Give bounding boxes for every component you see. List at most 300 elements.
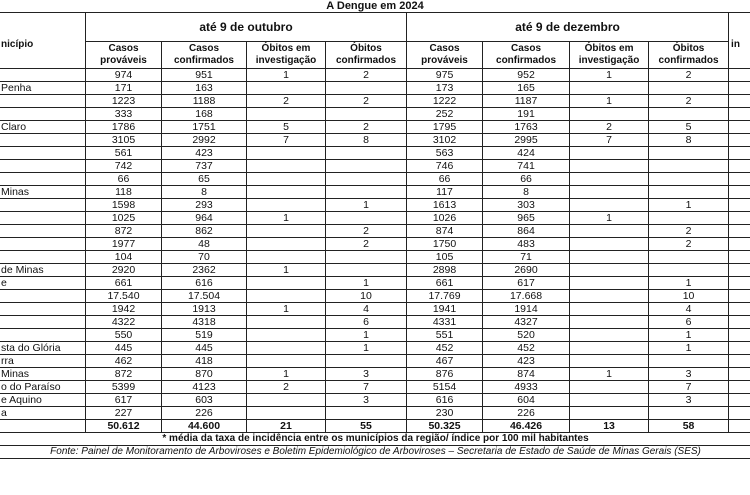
value-cell: 1025 — [86, 212, 162, 225]
value-cell: 8 — [162, 186, 247, 199]
value-cell: 17.504 — [162, 290, 247, 303]
value-cell: 117 — [407, 186, 483, 199]
value-cell: 3 — [649, 394, 729, 407]
table-row — [0, 394, 750, 407]
table-row — [0, 264, 750, 277]
table-row — [0, 108, 750, 121]
value-cell: 965 — [483, 212, 570, 225]
value-cell: 333 — [86, 108, 162, 121]
extra-cell — [729, 290, 750, 303]
value-cell: 5399 — [86, 381, 162, 394]
total-value-cell: 21 — [247, 420, 326, 433]
extra-cell — [729, 225, 750, 238]
value-cell: 66 — [86, 173, 162, 186]
extra-cell — [729, 121, 750, 134]
value-cell: 1223 — [86, 95, 162, 108]
municipio-cell — [0, 212, 86, 225]
table-row — [0, 186, 750, 199]
column-header: Óbitos em investigação — [247, 42, 326, 69]
value-cell: 1914 — [483, 303, 570, 316]
value-cell — [247, 160, 326, 173]
total-value-cell: 13 — [570, 420, 649, 433]
value-cell: 864 — [483, 225, 570, 238]
table-row — [0, 342, 750, 355]
table-row — [0, 212, 750, 225]
value-cell: 876 — [407, 368, 483, 381]
value-cell: 1026 — [407, 212, 483, 225]
value-cell: 1 — [326, 199, 407, 212]
table-row — [0, 355, 750, 368]
value-cell: 874 — [407, 225, 483, 238]
table-row — [0, 147, 750, 160]
footnote: * média da taxa de incidência entre os municípios da região/ índice por 100 mil habitantes — [0, 433, 750, 446]
extra-cell — [729, 173, 750, 186]
municipio-cell — [0, 199, 86, 212]
group-header-dezembro: até 9 de dezembro — [407, 13, 729, 42]
table-row — [0, 173, 750, 186]
value-cell — [570, 277, 649, 290]
municipio-cell — [0, 69, 86, 82]
value-cell: 7 — [570, 134, 649, 147]
value-cell: 4 — [649, 303, 729, 316]
value-cell: 1 — [247, 368, 326, 381]
table-row — [0, 407, 750, 420]
value-cell: 661 — [407, 277, 483, 290]
value-cell: 3105 — [86, 134, 162, 147]
value-cell: 617 — [483, 277, 570, 290]
value-cell: 1 — [247, 212, 326, 225]
value-cell: 2362 — [162, 264, 247, 277]
group-header-outubro: até 9 de outubro — [86, 13, 407, 42]
value-cell: 7 — [247, 134, 326, 147]
value-cell: 1786 — [86, 121, 162, 134]
table-title: A Dengue em 2024 — [326, 0, 424, 12]
value-cell: 1942 — [86, 303, 162, 316]
value-cell: 872 — [86, 225, 162, 238]
value-cell: 5 — [649, 121, 729, 134]
value-cell: 2 — [247, 381, 326, 394]
value-cell: 5154 — [407, 381, 483, 394]
value-cell: 2690 — [483, 264, 570, 277]
column-header: Óbitos confirmados — [326, 42, 407, 69]
value-cell: 173 — [407, 82, 483, 95]
value-cell: 2 — [649, 95, 729, 108]
value-cell — [326, 82, 407, 95]
municipio-cell — [0, 303, 86, 316]
value-cell: 2 — [570, 121, 649, 134]
value-cell — [570, 147, 649, 160]
value-cell: 870 — [162, 368, 247, 381]
value-cell — [326, 407, 407, 420]
municipio-cell — [0, 238, 86, 251]
extra-cell — [729, 186, 750, 199]
value-cell: 603 — [162, 394, 247, 407]
total-value-cell: 50.612 — [86, 420, 162, 433]
value-cell: 874 — [483, 368, 570, 381]
extra-cell — [729, 407, 750, 420]
value-cell: 4331 — [407, 316, 483, 329]
value-cell: 1751 — [162, 121, 247, 134]
value-cell: 2920 — [86, 264, 162, 277]
value-cell — [649, 147, 729, 160]
value-cell — [247, 394, 326, 407]
value-cell — [247, 277, 326, 290]
value-cell: 862 — [162, 225, 247, 238]
municipio-cell — [0, 160, 86, 173]
value-cell: 974 — [86, 69, 162, 82]
table-row — [0, 329, 750, 342]
value-cell: 293 — [162, 199, 247, 212]
value-cell: 70 — [162, 251, 247, 264]
municipio-cell — [0, 147, 86, 160]
value-cell: 467 — [407, 355, 483, 368]
table-row — [0, 225, 750, 238]
value-cell — [326, 355, 407, 368]
value-cell: 4 — [326, 303, 407, 316]
value-cell: 2 — [326, 225, 407, 238]
table-row — [0, 251, 750, 264]
municipio-cell — [0, 173, 86, 186]
municipio-cell: Penha — [0, 82, 86, 95]
value-cell: 1 — [247, 69, 326, 82]
value-cell: 1 — [570, 212, 649, 225]
note-row — [0, 433, 750, 446]
value-cell: 423 — [162, 147, 247, 160]
value-cell — [649, 355, 729, 368]
value-cell: 105 — [407, 251, 483, 264]
value-cell — [570, 342, 649, 355]
extra-cell — [729, 420, 750, 433]
value-cell: 661 — [86, 277, 162, 290]
value-cell: 303 — [483, 199, 570, 212]
value-cell: 2 — [326, 95, 407, 108]
value-cell — [247, 316, 326, 329]
value-cell — [326, 108, 407, 121]
value-cell — [570, 186, 649, 199]
value-cell: 191 — [483, 108, 570, 121]
value-cell — [570, 264, 649, 277]
value-cell: 6 — [649, 316, 729, 329]
extra-cell — [729, 329, 750, 342]
column-header: Óbitos confirmados — [649, 42, 729, 69]
value-cell: 2 — [649, 225, 729, 238]
municipio-cell: sta do Glória — [0, 342, 86, 355]
value-cell: 1 — [570, 69, 649, 82]
value-cell — [649, 212, 729, 225]
value-cell: 3 — [326, 394, 407, 407]
value-cell: 17.540 — [86, 290, 162, 303]
value-cell: 1 — [326, 277, 407, 290]
extra-cell — [729, 303, 750, 316]
value-cell: 1 — [247, 264, 326, 277]
value-cell: 445 — [162, 342, 247, 355]
value-cell: 2995 — [483, 134, 570, 147]
value-cell: 1 — [649, 199, 729, 212]
value-cell — [247, 290, 326, 303]
value-cell: 1 — [326, 342, 407, 355]
value-cell: 1750 — [407, 238, 483, 251]
value-cell: 8 — [483, 186, 570, 199]
value-cell: 737 — [162, 160, 247, 173]
value-cell: 1 — [570, 95, 649, 108]
value-cell: 10 — [326, 290, 407, 303]
extra-cell — [729, 264, 750, 277]
column-header: Óbitos em investigação — [570, 42, 649, 69]
municipio-cell: e Aquino — [0, 394, 86, 407]
value-cell: 71 — [483, 251, 570, 264]
extra-cell — [729, 147, 750, 160]
value-cell: 5 — [247, 121, 326, 134]
table-row — [0, 368, 750, 381]
value-cell: 230 — [407, 407, 483, 420]
municipio-cell — [0, 329, 86, 342]
value-cell: 163 — [162, 82, 247, 95]
value-cell: 226 — [162, 407, 247, 420]
value-cell: 227 — [86, 407, 162, 420]
municipio-cell: e — [0, 277, 86, 290]
total-value-cell: 55 — [326, 420, 407, 433]
extra-cell — [729, 108, 750, 121]
value-cell — [570, 82, 649, 95]
value-cell — [247, 238, 326, 251]
table-row — [0, 95, 750, 108]
value-cell: 48 — [162, 238, 247, 251]
extra-cell — [729, 238, 750, 251]
municipio-cell: o do Paraíso — [0, 381, 86, 394]
value-cell: 3 — [649, 368, 729, 381]
value-cell: 462 — [86, 355, 162, 368]
value-cell — [570, 238, 649, 251]
value-cell: 4318 — [162, 316, 247, 329]
value-cell — [247, 173, 326, 186]
extra-cell — [729, 95, 750, 108]
value-cell — [570, 303, 649, 316]
municipio-cell: rra — [0, 355, 86, 368]
value-cell: 1977 — [86, 238, 162, 251]
value-cell: 746 — [407, 160, 483, 173]
table-row — [0, 199, 750, 212]
table-row — [0, 277, 750, 290]
value-cell: 1 — [649, 277, 729, 290]
value-cell: 952 — [483, 69, 570, 82]
value-cell: 483 — [483, 238, 570, 251]
value-cell: 616 — [162, 277, 247, 290]
value-cell: 2 — [326, 238, 407, 251]
value-cell — [326, 173, 407, 186]
total-value-cell: 58 — [649, 420, 729, 433]
value-cell: 4933 — [483, 381, 570, 394]
value-cell — [649, 407, 729, 420]
value-cell: 2 — [326, 121, 407, 134]
value-cell — [649, 186, 729, 199]
value-cell: 550 — [86, 329, 162, 342]
value-cell: 519 — [162, 329, 247, 342]
value-cell — [247, 186, 326, 199]
value-cell — [247, 225, 326, 238]
extra-cell — [729, 355, 750, 368]
municipio-cell: Minas — [0, 368, 86, 381]
value-cell: 1941 — [407, 303, 483, 316]
table-row — [0, 303, 750, 316]
value-cell: 4123 — [162, 381, 247, 394]
value-cell — [247, 342, 326, 355]
table-row — [0, 381, 750, 394]
column-header: Casos prováveis — [407, 42, 483, 69]
value-cell: 1 — [247, 303, 326, 316]
value-cell: 17.769 — [407, 290, 483, 303]
value-cell — [570, 381, 649, 394]
table-row — [0, 121, 750, 134]
extra-cell — [729, 199, 750, 212]
value-cell — [326, 212, 407, 225]
value-cell: 2992 — [162, 134, 247, 147]
municipio-cell — [0, 316, 86, 329]
table-row — [0, 69, 750, 82]
value-cell: 1 — [326, 329, 407, 342]
total-value-cell: 50.325 — [407, 420, 483, 433]
value-cell: 2 — [649, 238, 729, 251]
value-cell: 1 — [649, 342, 729, 355]
value-cell — [570, 329, 649, 342]
value-cell: 4327 — [483, 316, 570, 329]
municipio-cell — [0, 134, 86, 147]
value-cell — [247, 407, 326, 420]
municipio-cell — [0, 108, 86, 121]
value-cell: 604 — [483, 394, 570, 407]
municipio-cell: Minas — [0, 186, 86, 199]
value-cell: 10 — [649, 290, 729, 303]
table-row — [0, 316, 750, 329]
value-cell: 616 — [407, 394, 483, 407]
value-cell: 3102 — [407, 134, 483, 147]
value-cell: 424 — [483, 147, 570, 160]
value-cell — [326, 147, 407, 160]
value-cell — [570, 108, 649, 121]
value-cell — [247, 355, 326, 368]
value-cell: 6 — [326, 316, 407, 329]
value-cell: 4322 — [86, 316, 162, 329]
value-cell — [247, 82, 326, 95]
value-cell — [570, 225, 649, 238]
value-cell: 975 — [407, 69, 483, 82]
value-cell — [570, 251, 649, 264]
table-wrapper — [0, 12, 750, 459]
value-cell: 118 — [86, 186, 162, 199]
extra-cell — [729, 342, 750, 355]
value-cell: 17.668 — [483, 290, 570, 303]
extra-cell — [729, 316, 750, 329]
municipio-cell — [0, 225, 86, 238]
table-row — [0, 238, 750, 251]
value-cell: 8 — [649, 134, 729, 147]
table-row — [0, 160, 750, 173]
value-cell: 226 — [483, 407, 570, 420]
value-cell: 418 — [162, 355, 247, 368]
value-cell — [570, 160, 649, 173]
extra-cell — [729, 277, 750, 290]
extra-cell — [729, 381, 750, 394]
column-header: Casos prováveis — [86, 42, 162, 69]
value-cell — [247, 108, 326, 121]
value-cell: 1763 — [483, 121, 570, 134]
value-cell: 1598 — [86, 199, 162, 212]
municipio-cell — [0, 290, 86, 303]
value-cell: 1913 — [162, 303, 247, 316]
extra-cell — [729, 251, 750, 264]
extra-cell — [729, 368, 750, 381]
extra-cell — [729, 69, 750, 82]
municipio-cell — [0, 95, 86, 108]
value-cell: 1 — [649, 329, 729, 342]
value-cell — [570, 199, 649, 212]
extra-cell — [729, 82, 750, 95]
value-cell: 1222 — [407, 95, 483, 108]
value-cell — [649, 173, 729, 186]
extra-cell — [729, 212, 750, 225]
value-cell — [649, 264, 729, 277]
municipio-cell: de Minas — [0, 264, 86, 277]
extra-cell — [729, 394, 750, 407]
value-cell: 617 — [86, 394, 162, 407]
value-cell: 423 — [483, 355, 570, 368]
extra-cell — [729, 134, 750, 147]
value-cell — [326, 160, 407, 173]
column-header: Casos confirmados — [483, 42, 570, 69]
value-cell: 252 — [407, 108, 483, 121]
value-cell: 1795 — [407, 121, 483, 134]
value-cell — [570, 316, 649, 329]
value-cell: 2 — [247, 95, 326, 108]
value-cell: 563 — [407, 147, 483, 160]
source-text: Fonte: Painel de Monitoramento de Arboviroses e Boletim Epidemiológico de Arboviroses – Secretaria de Estado de Saúde de Minas Gerais (SES) — [0, 446, 750, 459]
value-cell: 3 — [326, 368, 407, 381]
value-cell — [570, 355, 649, 368]
value-cell: 520 — [483, 329, 570, 342]
value-cell: 1188 — [162, 95, 247, 108]
value-cell: 1613 — [407, 199, 483, 212]
value-cell: 741 — [483, 160, 570, 173]
value-cell: 964 — [162, 212, 247, 225]
extra-cell — [729, 160, 750, 173]
value-cell: 2898 — [407, 264, 483, 277]
value-cell — [247, 251, 326, 264]
value-cell — [570, 173, 649, 186]
municipio-header: nicípio — [0, 13, 86, 69]
value-cell — [326, 264, 407, 277]
value-cell: 66 — [407, 173, 483, 186]
value-cell: 65 — [162, 173, 247, 186]
value-cell: 452 — [483, 342, 570, 355]
value-cell: 742 — [86, 160, 162, 173]
municipio-cell: Claro — [0, 121, 86, 134]
value-cell: 66 — [483, 173, 570, 186]
value-cell: 8 — [326, 134, 407, 147]
table-row — [0, 290, 750, 303]
value-cell — [649, 160, 729, 173]
dengue-table — [0, 12, 750, 459]
value-cell: 7 — [326, 381, 407, 394]
value-cell: 561 — [86, 147, 162, 160]
total-label-cell — [0, 420, 86, 433]
value-cell — [649, 82, 729, 95]
value-cell: 2 — [326, 69, 407, 82]
value-cell — [570, 407, 649, 420]
value-cell: 168 — [162, 108, 247, 121]
value-cell: 445 — [86, 342, 162, 355]
column-header: Casos confirmados — [162, 42, 247, 69]
source-row — [0, 446, 750, 459]
value-cell: 104 — [86, 251, 162, 264]
